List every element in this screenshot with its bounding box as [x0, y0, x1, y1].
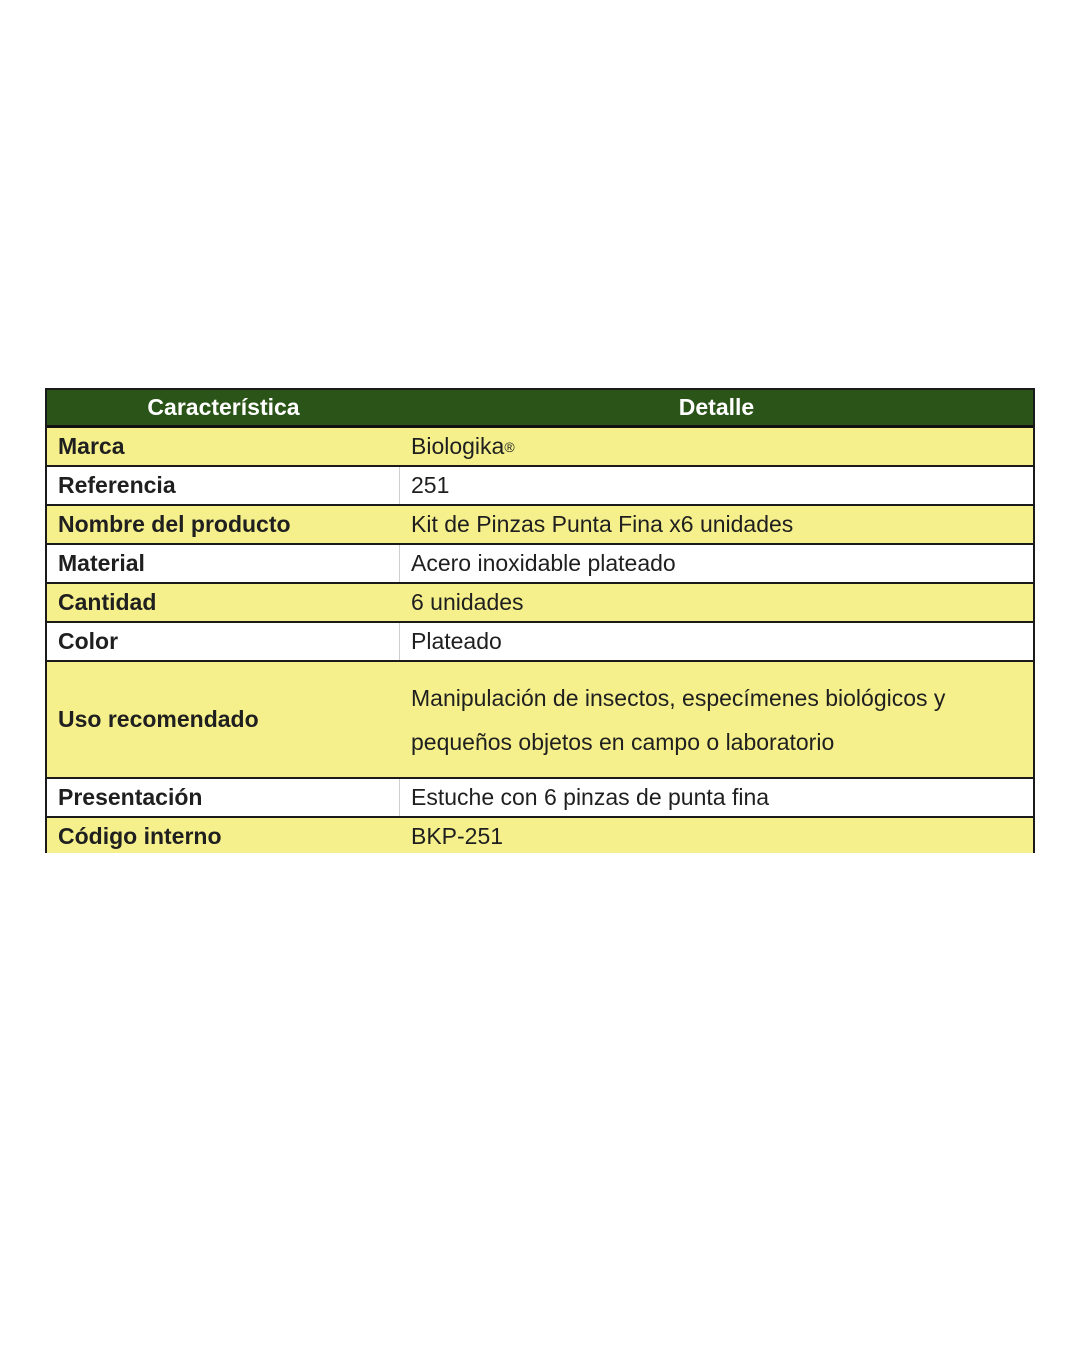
table-row-nombre-del-producto	[47, 506, 1033, 545]
characteristic-cell: Uso recomendado	[58, 706, 259, 732]
detail-cell: Acero inoxidable plateado	[411, 550, 676, 576]
detail-cell: BKP-251	[411, 822, 504, 849]
detail-cell: Plateado	[411, 628, 502, 654]
characteristic-cell: Cantidad	[58, 589, 157, 615]
characteristic-cell: Presentación	[47, 779, 400, 816]
table-row-referencia	[47, 467, 1033, 506]
detail-cell: Estuche con 6 pinzas de punta fina	[411, 784, 770, 810]
header-characteristic: Característica	[147, 394, 300, 420]
table-row-color	[47, 623, 1033, 662]
detail-cell: 251	[411, 472, 450, 498]
characteristic-cell: Marca	[58, 433, 125, 459]
detail-cell: Kit de Pinzas Punta Fina x6 unidades	[411, 511, 794, 537]
characteristic-cell: Referencia	[47, 467, 400, 504]
table-row-cantidad	[47, 584, 1033, 623]
characteristic-cell: Color	[47, 623, 400, 660]
characteristic-cell: Material	[47, 545, 400, 582]
table-row-marca	[47, 428, 1033, 467]
header-detail: Detalle	[678, 394, 755, 420]
characteristic-cell: Nombre del producto	[58, 511, 291, 537]
table-row-presentacion	[47, 779, 1033, 818]
table-header-row	[47, 390, 1033, 428]
product-spec-table	[45, 388, 1035, 853]
brand-name: Biologika	[411, 433, 505, 459]
characteristic-cell: Código interno	[58, 822, 222, 849]
table-row-material	[47, 545, 1033, 584]
table-row-uso-recomendado	[47, 662, 1033, 779]
detail-cell: 6 unidades	[411, 589, 524, 615]
detail-cell: Manipulación de insectos, especímenes biológicos y pequeños objetos en campo o laboratorio	[411, 684, 946, 755]
detail-cell: Biologika ®	[411, 433, 515, 459]
table-row-codigo-interno	[47, 818, 1033, 853]
